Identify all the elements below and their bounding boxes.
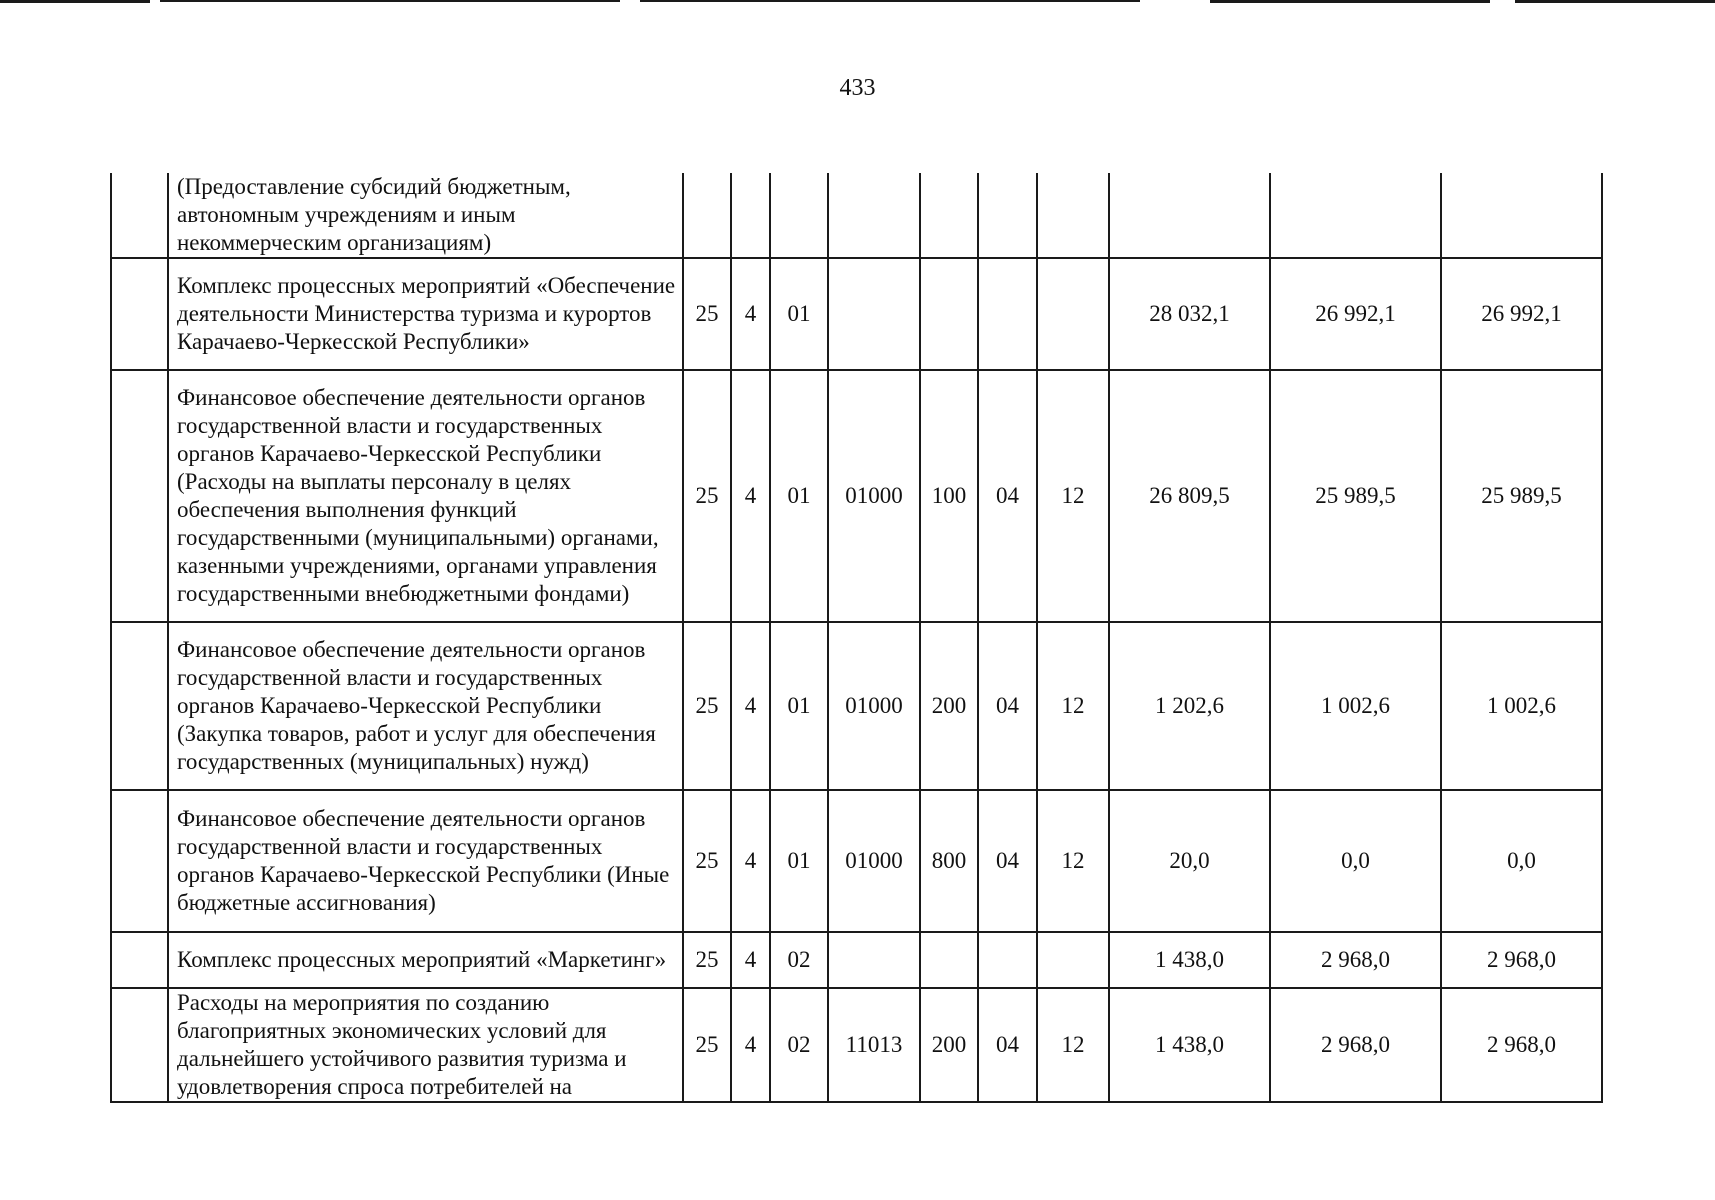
row-number-cell [111,622,168,790]
amount-cell: 0,0 [1441,790,1602,932]
amount-cell: 20,0 [1109,790,1270,932]
code-cell: 01 [770,370,828,622]
budget-table [110,173,1603,1103]
code-cell: 4 [731,622,770,790]
code-cell: 12 [1037,370,1109,622]
row-number-cell [111,370,168,622]
amount-cell: 1 438,0 [1109,932,1270,988]
code-cell: 11013 [828,988,920,1102]
row-number-cell [111,258,168,370]
table-row [111,370,1602,622]
scan-edge-line [1515,0,1715,3]
row-number-cell [111,173,168,258]
code-cell: 04 [978,370,1037,622]
code-cell: 01 [770,258,828,370]
table-row [111,790,1602,932]
code-cell: 25 [683,622,731,790]
code-cell: 25 [683,932,731,988]
code-cell [920,258,978,370]
code-cell [828,258,920,370]
code-cell: 4 [731,988,770,1102]
table-row [111,622,1602,790]
code-cell: 25 [683,790,731,932]
item-name-cell: Расходы на мероприятия по созданию благоприятных экономических условий для дальнейшего устойчивого развития туризма и удовлетворения спроса потребителей на [168,988,683,1102]
item-name-cell: Комплекс процессных мероприятий «Маркетинг» [168,932,683,988]
amount-cell: 1 202,6 [1109,622,1270,790]
table-body [111,173,1602,1102]
scan-edge-line [0,0,150,3]
code-cell: 25 [683,370,731,622]
code-cell [770,173,828,258]
code-cell: 12 [1037,790,1109,932]
code-cell: 12 [1037,988,1109,1102]
code-cell [920,932,978,988]
amount-cell: 28 032,1 [1109,258,1270,370]
scan-edge-line [160,0,620,2]
code-cell: 4 [731,258,770,370]
code-cell [1037,932,1109,988]
amount-cell: 26 992,1 [1270,258,1441,370]
code-cell: 200 [920,622,978,790]
code-cell: 01000 [828,790,920,932]
code-cell [920,173,978,258]
scan-edge-line [640,0,1140,2]
amount-cell [1441,173,1602,258]
code-cell: 02 [770,988,828,1102]
amount-cell: 2 968,0 [1270,988,1441,1102]
code-cell: 12 [1037,622,1109,790]
code-cell: 25 [683,988,731,1102]
amount-cell: 26 809,5 [1109,370,1270,622]
amount-cell: 1 438,0 [1109,988,1270,1102]
item-name-cell: Финансовое обеспечение деятельности органов государственной власти и государственных органов Карачаево-Черкесской Республики (Закупка товаров, работ и услуг для обеспечения государственных (муниципальных) нужд) [168,622,683,790]
page-number: 433 [839,75,876,101]
code-cell: 04 [978,622,1037,790]
code-cell: 04 [978,988,1037,1102]
code-cell: 4 [731,790,770,932]
amount-cell: 26 992,1 [1441,258,1602,370]
code-cell: 01 [770,622,828,790]
item-name-cell: (Предоставление субсидий бюджетным, автономным учреждениям и иным некоммерческим организациям) [168,173,683,258]
amount-cell: 25 989,5 [1441,370,1602,622]
amount-cell: 2 968,0 [1441,988,1602,1102]
code-cell: 800 [920,790,978,932]
table-row [111,258,1602,370]
code-cell [731,173,770,258]
amount-cell: 0,0 [1270,790,1441,932]
code-cell [978,258,1037,370]
amount-cell: 1 002,6 [1441,622,1602,790]
code-cell [1037,173,1109,258]
item-name-cell: Финансовое обеспечение деятельности органов государственной власти и государственных органов Карачаево-Черкесской Республики (Иные бюджетные ассигнования) [168,790,683,932]
code-cell: 01000 [828,370,920,622]
code-cell: 100 [920,370,978,622]
code-cell [683,173,731,258]
code-cell: 4 [731,370,770,622]
row-number-cell [111,790,168,932]
code-cell [828,173,920,258]
amount-cell: 2 968,0 [1270,932,1441,988]
code-cell: 4 [731,932,770,988]
amount-cell [1270,173,1441,258]
item-name-cell: Финансовое обеспечение деятельности органов государственной власти и государственных органов Карачаево-Черкесской Республики (Расходы на выплаты персоналу в целях обеспечения выполнения функций государственными (муниципальными) органами, казенными учреждениями, органами управления государственными внебюджетными фондами) [168,370,683,622]
code-cell [828,932,920,988]
table-row [111,173,1602,258]
code-cell [1037,258,1109,370]
amount-cell: 25 989,5 [1270,370,1441,622]
table-row [111,932,1602,988]
row-number-cell [111,988,168,1102]
amount-cell: 1 002,6 [1270,622,1441,790]
item-name-cell: Комплекс процессных мероприятий «Обеспечение деятельности Министерства туризма и курортов Карачаево-Черкесской Республики» [168,258,683,370]
code-cell: 01000 [828,622,920,790]
code-cell: 25 [683,258,731,370]
code-cell [978,932,1037,988]
code-cell: 01 [770,790,828,932]
code-cell [978,173,1037,258]
code-cell: 200 [920,988,978,1102]
table-row [111,988,1602,1102]
amount-cell [1109,173,1270,258]
scan-edge-line [1210,0,1490,3]
code-cell: 02 [770,932,828,988]
amount-cell: 2 968,0 [1441,932,1602,988]
row-number-cell [111,932,168,988]
code-cell: 04 [978,790,1037,932]
